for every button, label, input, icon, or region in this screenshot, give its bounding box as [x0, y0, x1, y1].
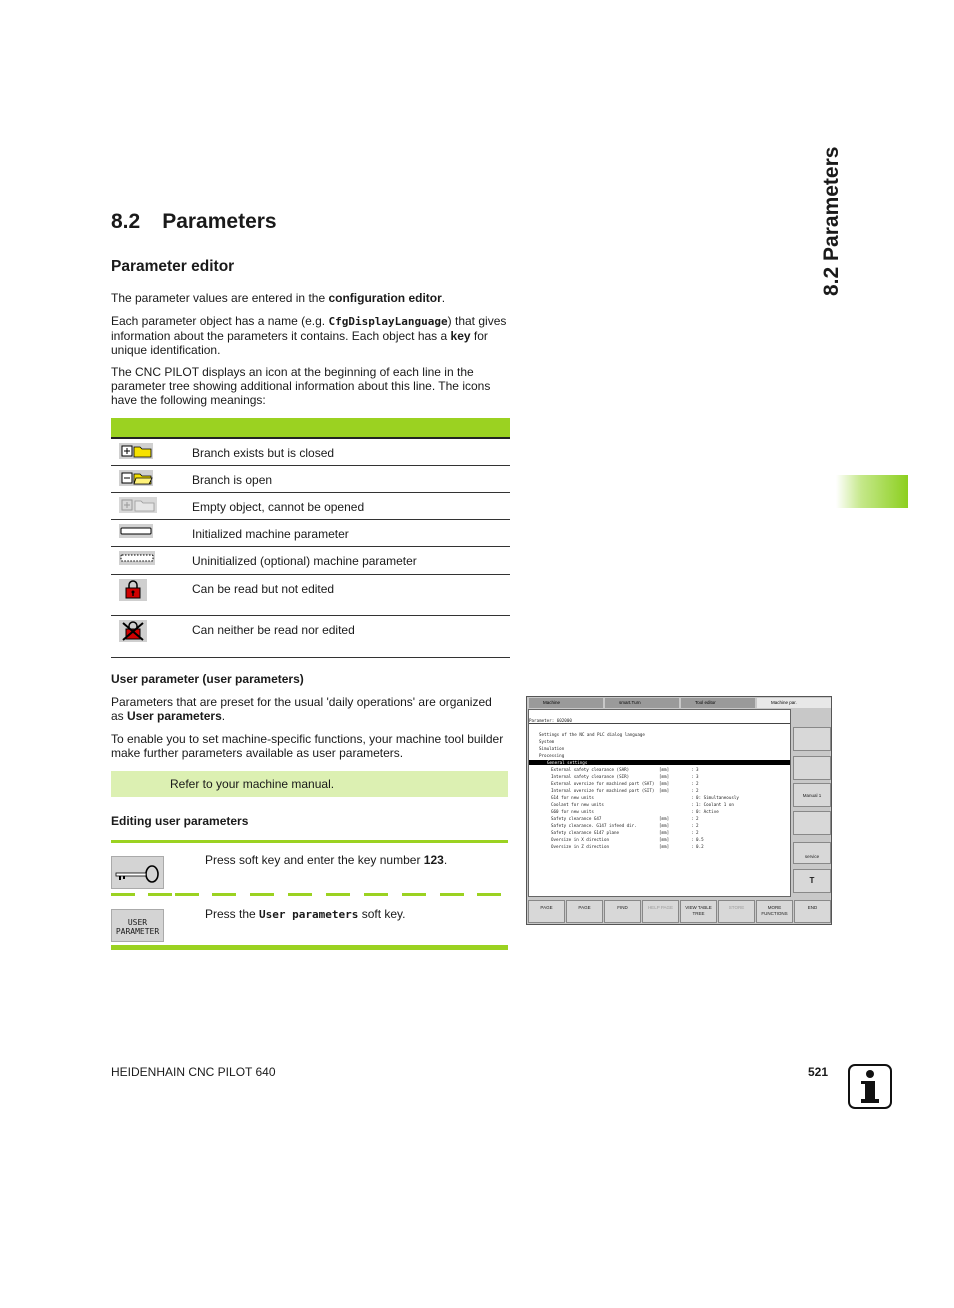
branch-open-icon	[119, 470, 153, 486]
initialized-param-icon	[119, 524, 153, 538]
table-row	[111, 492, 510, 519]
bottom-softkey[interactable]: MORE FUNCTIONS	[756, 900, 793, 923]
step-divider	[288, 893, 312, 896]
table-header-bar	[111, 418, 510, 438]
parameter-value: : 1: Coolant 1 on	[691, 802, 734, 807]
user-parameter-softkey[interactable]	[111, 909, 164, 942]
parameter-value: : 2	[691, 816, 699, 821]
tree-item[interactable]: Processing	[539, 753, 565, 758]
step-divider	[175, 893, 199, 896]
tree-item[interactable]: Settings of the NC and PLC dialog language	[539, 732, 645, 737]
parameter-value: : 0.5	[691, 837, 704, 842]
section-title	[111, 210, 277, 234]
side-softkey-t[interactable]: T	[793, 869, 831, 893]
parameter-value: : 0: Simultaneously	[691, 795, 739, 800]
footer-product: HEIDENHAIN CNC PILOT 640	[111, 1065, 276, 1079]
step-divider	[250, 893, 274, 896]
machine-manual-note	[111, 771, 508, 797]
step-divider	[212, 893, 236, 896]
no-access-icon	[119, 620, 147, 642]
editing-heading: Editing user parameters	[111, 814, 249, 828]
parameter-value: : 2	[691, 781, 699, 786]
table-row	[111, 546, 510, 574]
row-text: Can neither be read nor edited	[191, 615, 510, 657]
parameter-name: G14 for new units	[551, 795, 594, 800]
bottom-softkey[interactable]: VIEW TABLE TREE	[680, 900, 717, 923]
parameter-value: : 2	[691, 823, 699, 828]
softkey-label-line-2: PARAMETER	[115, 927, 160, 936]
step-2-text: Press the User parameters soft key.	[205, 907, 406, 921]
key-icon	[112, 857, 163, 888]
tab-tool-editor[interactable]: Tool editor	[681, 698, 755, 708]
parameter-name: G60 for new units	[551, 809, 594, 814]
table-row	[111, 615, 510, 657]
paragraph-3: The CNC PILOT displays an icon at the beginning of each line in the parameter tree showing additional information about this line. The icons have the following meanings:	[111, 365, 491, 407]
parameter-unit: [mm]	[659, 781, 670, 786]
parameter-unit: [mm]	[659, 830, 670, 835]
bottom-softkey[interactable]: END	[794, 900, 831, 923]
row-text: Can be read but not edited	[191, 574, 510, 615]
step-1-text: Press soft key and enter the key number 123.	[205, 853, 448, 867]
parameter-unit: [mm]	[659, 844, 670, 849]
bottom-softkey[interactable]: PAGE	[528, 900, 565, 923]
row-text: Initialized machine parameter	[191, 519, 510, 546]
softkey-label-line-1: USER	[127, 918, 148, 927]
parameter-name: Internal safety clearance (SIR)	[551, 774, 630, 779]
table-row	[111, 519, 510, 546]
parameter-name: External safety clearance (SAR)	[551, 767, 630, 772]
side-softkey[interactable]	[793, 727, 831, 751]
section-title-text: Parameters	[162, 210, 277, 233]
parameter-unit: [mm]	[659, 774, 670, 779]
parameter-value: : 2	[691, 830, 699, 835]
empty-object-icon	[119, 497, 157, 513]
row-text: Branch exists but is closed	[191, 438, 510, 465]
side-softkey[interactable]	[793, 756, 831, 780]
side-softkey[interactable]	[793, 811, 831, 835]
tree-item[interactable]: System	[539, 739, 555, 744]
side-softkey-manual[interactable]: Manual 1	[793, 783, 831, 807]
info-icon	[848, 1064, 892, 1109]
icon-meaning-table	[111, 418, 510, 658]
tab-machine[interactable]: Machine	[529, 698, 603, 708]
parameter-name: External oversize for machined part (SAT)	[551, 781, 655, 786]
step-divider	[440, 893, 464, 896]
parameter-value: : 3	[691, 767, 699, 772]
key-softkey[interactable]	[111, 856, 164, 889]
parameter-id-line: Parameter: 602000	[529, 718, 790, 724]
bottom-softkey[interactable]: STORE	[718, 900, 755, 923]
step-divider	[148, 893, 172, 896]
parameter-unit: [mm]	[659, 767, 670, 772]
tab-machine-par[interactable]: Machine par.	[757, 698, 831, 708]
parameter-name: Oversize in Z direction	[551, 844, 609, 849]
bottom-softkey[interactable]: HELP PAGE	[642, 900, 679, 923]
table-row	[111, 465, 510, 492]
row-text: Uninitialized (optional) machine parameter	[191, 546, 510, 574]
parameter-value: : 0.2	[691, 844, 704, 849]
uninitialized-param-icon	[119, 551, 155, 565]
tab-smart-turn[interactable]: smart.Turn	[605, 698, 679, 708]
tree-item-selected[interactable]: General settings	[529, 760, 790, 765]
row-text: Branch is open	[191, 465, 510, 492]
steps-bottom-rule	[111, 945, 508, 950]
sidebar-chapter-title: 8.2 Parameters	[820, 146, 843, 296]
read-only-lock-icon	[119, 579, 147, 601]
user-parameter-heading: User parameter (user parameters)	[111, 672, 304, 686]
parameter-name: Oversize in X direction	[551, 837, 609, 842]
table-row	[111, 438, 510, 465]
parameter-tree-pane[interactable]	[528, 709, 791, 897]
user-params-paragraph-1: Parameters that are preset for the usual 'daily operations' are organized as User parameters.	[111, 695, 492, 723]
step-divider	[364, 893, 388, 896]
bottom-softkey[interactable]: FIND	[604, 900, 641, 923]
row-text: Empty object, cannot be opened	[191, 492, 510, 519]
tree-item[interactable]: Simulation	[539, 746, 565, 751]
parameter-name: Safety clearance G147 plane	[551, 830, 620, 835]
section-number: 8.2	[111, 210, 141, 233]
bottom-softkey[interactable]: PAGE	[566, 900, 603, 923]
parameter-unit: [mm]	[659, 837, 670, 842]
control-screenshot	[526, 696, 832, 925]
step-divider	[402, 893, 426, 896]
parameter-unit: [mm]	[659, 816, 670, 821]
side-softkey-service[interactable]: service	[793, 842, 831, 864]
page-number: 521	[808, 1065, 829, 1079]
branch-closed-icon	[119, 443, 153, 459]
parameter-unit: [mm]	[659, 788, 670, 793]
table-row	[111, 574, 510, 615]
step-divider	[477, 893, 501, 896]
parameter-name: Safety clearance. G147 infeed dir.	[551, 823, 637, 828]
parameter-name: Coolant for new units	[551, 802, 604, 807]
parameter-unit: [mm]	[659, 823, 670, 828]
step-divider	[111, 893, 135, 896]
paragraph-1: The parameter values are entered in the configuration editor.	[111, 291, 446, 305]
parameter-name: Safety clearance G47	[551, 816, 602, 821]
user-params-paragraph-2: To enable you to set machine-specific functions, your machine tool builder make further parameters available as user parameters.	[111, 732, 504, 760]
paragraph-2: Each parameter object has a name (e.g. CfgDisplayLanguage) that gives information about the parameters it contains. Each object has a key for unique identification.	[111, 314, 507, 357]
subsection-title: Parameter editor	[111, 258, 235, 275]
parameter-name: Internal oversize for machined part (SIT)	[551, 788, 655, 793]
parameter-value: : 3	[691, 774, 699, 779]
parameter-value: : 2	[691, 788, 699, 793]
step-divider	[326, 893, 350, 896]
chapter-tab-marker	[836, 475, 908, 508]
parameter-value: : 0: Active	[691, 809, 719, 814]
steps-top-rule	[111, 840, 508, 843]
note-text: Refer to your machine manual.	[170, 777, 335, 791]
screen-tab-bar	[528, 698, 830, 708]
